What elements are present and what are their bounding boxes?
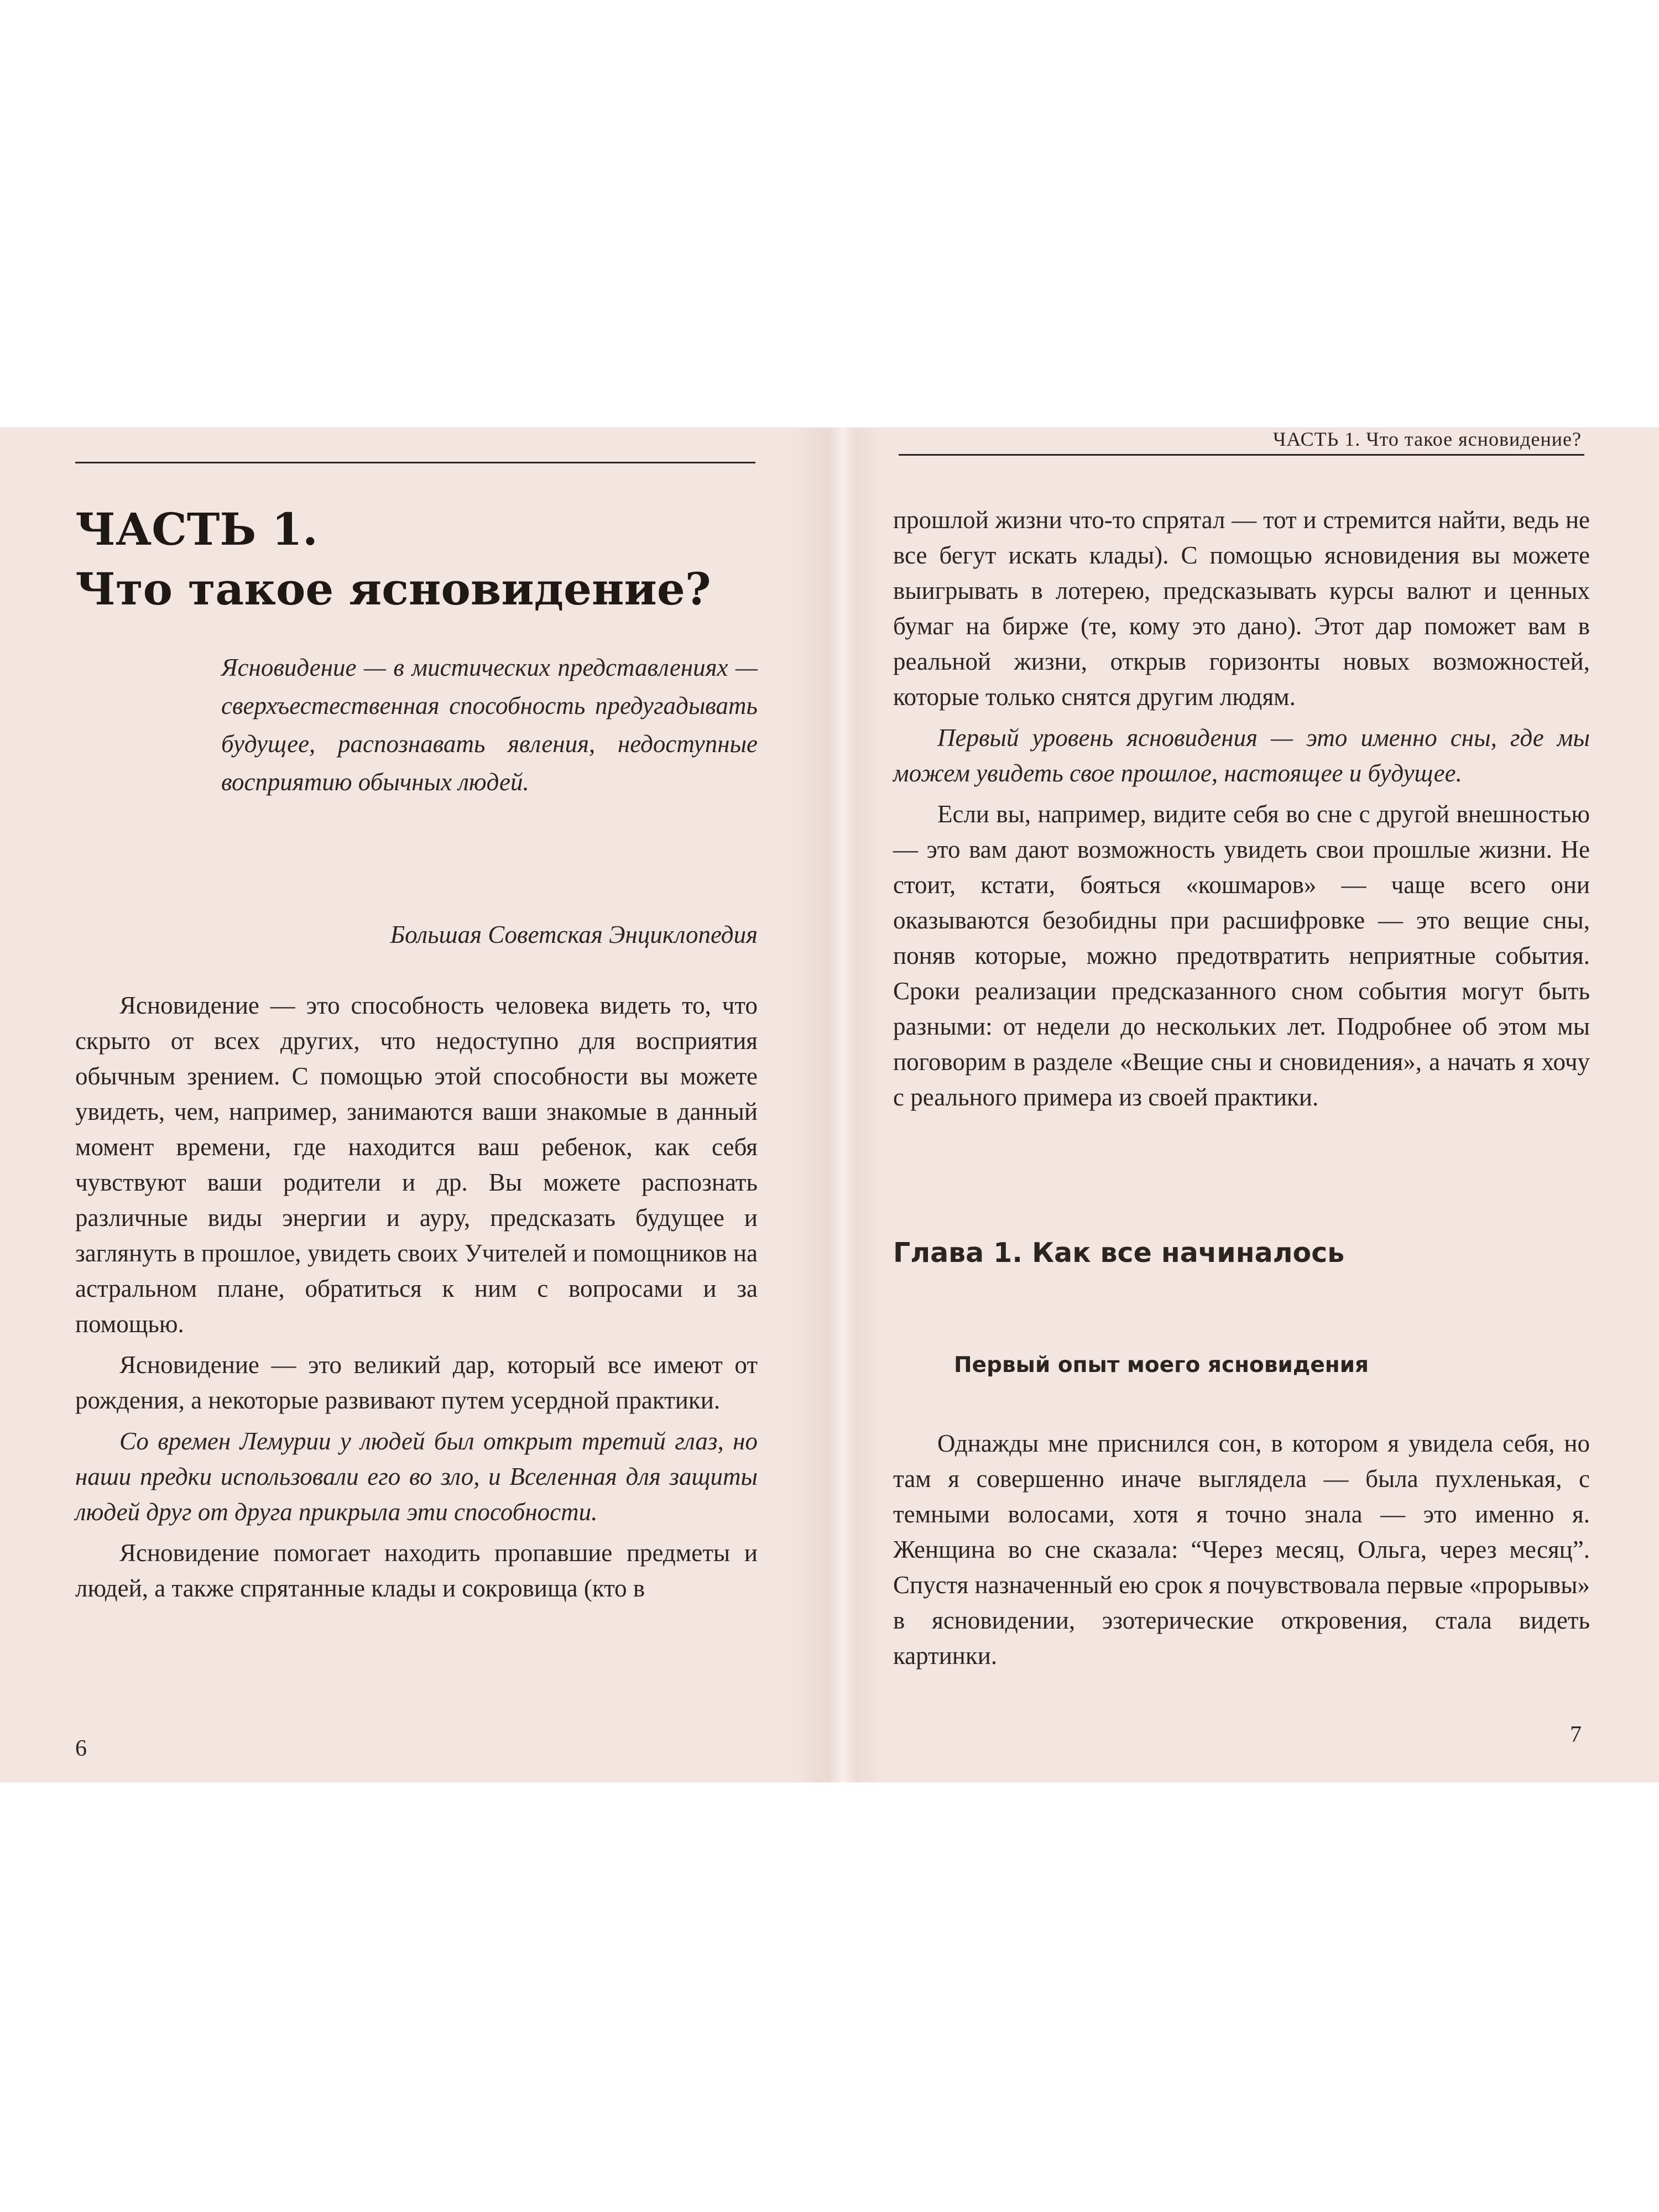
- header-rule: [899, 454, 1584, 456]
- epigraph-source: Большая Советская Энциклопедия: [390, 921, 758, 948]
- right-page: [863, 427, 1659, 1782]
- paragraph-italic: Первый уровень ясновидения — это именно сны, где мы можем увидеть свое прошлое, настоящее и будущее.: [893, 724, 1590, 787]
- part-title-number: ЧАСТЬ 1.: [75, 503, 318, 555]
- paragraph: прошлой жизни что-то спрятал — тот и стремится найти, ведь не все бегут искать клады). С помощью ясновидения вы можете выигрывать в лотерею, предсказывать курсы валют и ценных бумаг на бирже (те, кому это дано). Этот дар поможет вам в реальной жизни, открыв горизонты новых возможностей, которые только снятся другим людям.: [893, 506, 1590, 711]
- part-title-text: Что такое ясновидение?: [75, 563, 711, 615]
- part-title: [75, 499, 766, 619]
- right-body-text: [893, 502, 1590, 1120]
- epigraph: [221, 649, 758, 801]
- paragraph: Ясновидение помогает находить пропавшие предметы и людей, а также спрятанные клады и сокровища (кто в: [75, 1539, 758, 1602]
- paragraph: Ясновидение — это великий дар, который все имеют от рождения, а некоторые развивают путем усердной практики.: [75, 1351, 758, 1414]
- epigraph-text: Ясновидение — в мистических представлениях — сверхъестественная способность предугадывать будущее, распознавать явления, недоступные восприятию обычных людей.: [221, 654, 758, 796]
- left-page: [0, 427, 802, 1782]
- page-number: 6: [75, 1736, 87, 1761]
- page-number: 7: [1570, 1722, 1582, 1747]
- section-heading: Первый опыт моего ясновидения: [954, 1353, 1369, 1378]
- paragraph: Однажды мне приснился сон, в котором я увидела себя, но там я совершенно иначе выглядела — была пухленькая, с темными волосами, хотя я точно знала — это именно я. Женщина во сне сказала: “Через месяц, Ольга, через месяц”. Спустя назначенный ею срок я почувствовала первые «прорывы» в ясновидении, эзотерические откровения, стала видеть картинки.: [893, 1430, 1590, 1670]
- header-rule: [75, 462, 755, 463]
- right-body-text-2: [893, 1426, 1590, 1679]
- running-head: ЧАСТЬ 1. Что такое ясновидение?: [1272, 428, 1582, 450]
- paragraph: Ясновидение — это способность человека видеть то, что скрыто от всех других, что недоступно для восприятия обычным зрением. С помощью этой способности вы можете увидеть, чем, например, занимаются ваши знакомые в данный момент времени, где находится ваш ребенок, как себя чувствуют ваши родители и др. Вы можете распознать различные виды энергии и ауру, предсказать будущее и заглянуть в прошлое, увидеть своих Учителей и помощников на астральном плане, обратиться к ним с вопросами и за помощью.: [75, 992, 758, 1338]
- chapter-heading: Глава 1. Как все начиналось: [893, 1237, 1345, 1269]
- left-body-text: [75, 988, 758, 1611]
- book-spread: [0, 427, 1659, 1782]
- paragraph: Если вы, например, видите себя во сне с другой внешностью — это вам дают возможность увидеть свои прошлые жизни. Не стоит, кстати, бояться «кошмаров» — чаще всего они оказываются безобидны при расшифровке — это вещие сны, поняв которые, можно предотвратить неприятные события. Сроки реализации предсказанного сном события могут быть разными: от недели до нескольких лет. Подробнее об этом мы поговорим в разделе «Вещие сны и сновидения», а начать я хочу с реального примера из своей практики.: [893, 800, 1590, 1111]
- paragraph-italic: Со времен Лемурии у людей был открыт третий глаз, но наши предки использовали его во зло, и Вселенная для защиты людей друг от друга прикрыла эти способности.: [75, 1427, 758, 1526]
